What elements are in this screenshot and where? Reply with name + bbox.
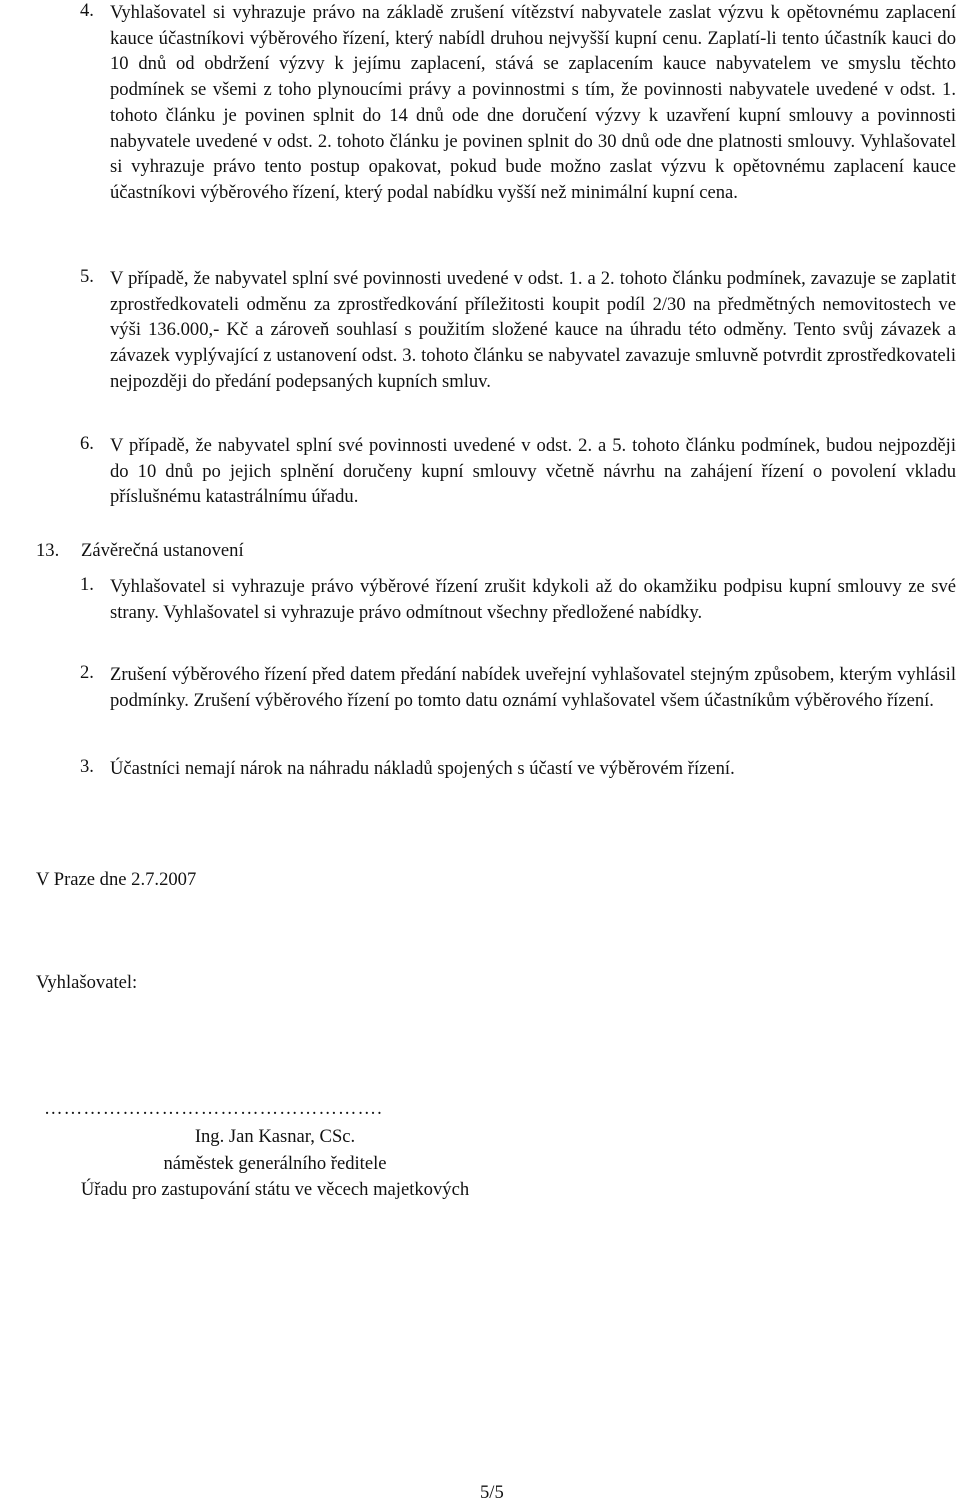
item-text: V případě, že nabyvatel splní své povinnosti uvedené v odst. 2. a 5. tohoto článku podmínek, budou nejpozději do 10 dnů po jejich splnění doručeny kupní smlouvy včetně návrhu na zahájení řízení o povolení vkladu příslušnému katastrálnímu úřadu.: [110, 435, 956, 508]
announcer-label: Vyhlašovatel:: [36, 972, 138, 993]
final-item-3: [80, 756, 956, 782]
signatory-position: náměstek generálního ředitele: [163, 1153, 387, 1174]
item-text: Zrušení výběrového řízení před datem předání nabídek uveřejní vyhlašovatel stejným způsobem, kterým vyhlásil podmínky. Zrušení výběrového řízení po tomto datu oznámí vyhlašovatel všem účastníkům výběrového řízení.: [110, 664, 956, 711]
item-text: Účastníci nemají nárok na náhradu nákladů spojených s účastí ve výběrovém řízení.: [110, 758, 735, 779]
item-number: 2.: [80, 662, 94, 683]
page-number: 5/5: [480, 1482, 504, 1503]
section-number: 13.: [36, 540, 60, 561]
item-number: 5.: [80, 266, 94, 287]
section-heading: [36, 540, 244, 562]
item-4: [80, 0, 956, 206]
item-number: 1.: [80, 574, 94, 595]
final-item-1: [80, 574, 956, 625]
section-title: Závěrečná ustanovení: [81, 540, 244, 561]
item-5: [80, 266, 956, 395]
signatory-name: Ing. Jan Kasnar, CSc.: [194, 1126, 356, 1147]
signatory-office: Úřadu pro zastupování státu ve věcech majetkových: [80, 1179, 470, 1200]
item-text: V případě, že nabyvatel splní své povinnosti uvedené v odst. 1. a 2. tohoto článku podmínek, zavazuje se zaplatit zprostředkovateli odměnu za zprostředkování příležitosti koupit podíl 2/30 na předmětných nemovitostech ve výši 136.000,- Kč a zároveň souhlasí s použitím složené kauce na úhradu této odměny. Tento svůj závazek a závazek vyplývající z ustanovení odst. 3. tohoto článku se nabyvatel zavazuje smluvně potvrdit zprostředkovateli nejpozději do předání podepsaných kupních smluv.: [110, 268, 956, 392]
item-number: 6.: [80, 433, 94, 454]
item-6: [80, 433, 956, 510]
item-text: Vyhlašovatel si vyhrazuje právo výběrové řízení zrušit kdykoli až do okamžiku podpisu kupní smlouvy ze své strany. Vyhlašovatel si vyhrazuje právo odmítnout všechny předložené nabídky.: [110, 576, 956, 623]
final-item-2: [80, 662, 956, 713]
item-number: 3.: [80, 756, 94, 777]
item-text: Vyhlašovatel si vyhrazuje právo na základě zrušení vítězství nabyvatele zaslat výzvu k opětovnému zaplacení kauce účastníkovi výběrového řízení, který nabídl druhou nejvyšší kupní cenu. Zaplatí-li tento účastník kauci do 10 dnů od obdržení výzvy k jejímu zaplacení, stává se zaplacením kauce nabyvatelem ve smyslu těchto podmínek se všemi z toho plynoucími právy a povinnostmi s tím, že povinnosti nabyvatele uvedené v odst. 1. tohoto článku je povinen splnit do 14 dnů ode dne doručení výzvy k uzavření kupní smlouvy a povinnosti nabyvatele uvedené v odst. 2. tohoto článku je povinen splnit do 30 dnů ode dne platnosti smlouvy. Vyhlašovatel si vyhrazuje právo tento postup opakovat, pokud bude možno zaslat výzvu k opětovnému zaplacení kauce účastníkovi výběrového řízení, který podal nabídku vyšší než minimální kupní cena.: [110, 2, 956, 203]
item-number: 4.: [80, 0, 94, 21]
place-date: V Praze dne 2.7.2007: [36, 869, 197, 890]
signature-line: …………………………………………….: [44, 1098, 383, 1119]
